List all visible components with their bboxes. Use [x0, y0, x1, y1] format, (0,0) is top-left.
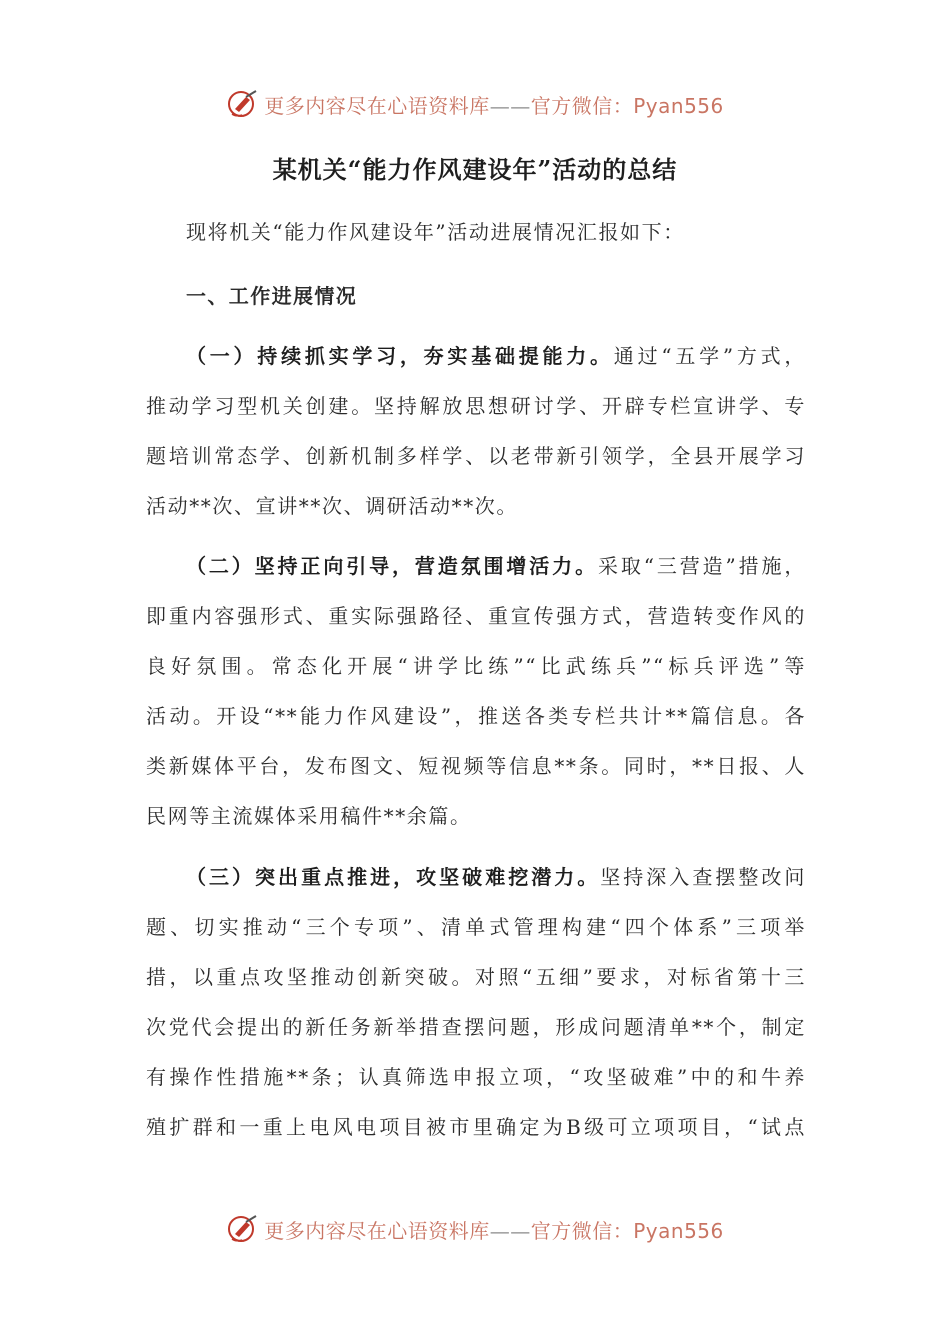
paragraph-1 — [146, 331, 806, 531]
watermark-text — [264, 90, 724, 119]
watermark-label: 官方微信： — [530, 93, 634, 118]
paragraph-line — [146, 541, 806, 591]
watermark-wechat-id: Pyan556 — [633, 93, 724, 118]
pen-logo-icon — [226, 87, 260, 121]
paragraph-line: 活动**次、宣讲**次、调研活动**次。 — [146, 494, 518, 518]
paragraph-line — [146, 331, 806, 381]
intro-text: 现将机关“能力作风建设年”活动进展情况汇报如下： — [186, 220, 685, 244]
watermark-prefix: 更多内容尽在心语资料库 — [264, 93, 490, 118]
paragraph-line: 即重内容强形式、重实际强路径、重宣传强方式，营造转变作风的 — [146, 604, 806, 628]
watermark-wechat-id: Pyan556 — [633, 1218, 724, 1243]
pen-logo-icon — [226, 1212, 260, 1246]
section-heading: 一、工作进展情况 — [186, 284, 358, 308]
paragraph-line: 推动学习型机关创建。坚持解放思想研讨学、开辟专栏宣讲学、专 — [146, 394, 806, 418]
watermark-footer — [0, 1209, 950, 1249]
watermark-header — [0, 84, 950, 124]
paragraph-line: 良好氛围。常态化开展“讲学比练”“比武练兵”“标兵评选”等 — [146, 654, 806, 678]
paragraph-text: 坚持深入查摆整改问 — [600, 865, 806, 889]
paragraph-3 — [146, 852, 806, 1152]
document-title: 某机关“能力作风建设年”活动的总结 — [272, 155, 678, 184]
paragraph-line: 题培训常态学、创新机制多样学、以老带新引领学，全县开展学习 — [146, 444, 806, 468]
paragraph-lead: （一）持续抓实学习，夯实基础提能力。 — [186, 344, 614, 368]
paragraph-line: 措，以重点攻坚推动创新突破。对照“五细”要求，对标省第十三 — [146, 965, 806, 989]
paragraph-line: 题、切实推动“三个专项”、清单式管理构建“四个体系”三项举 — [146, 915, 806, 939]
watermark-dash: —— — [489, 1218, 531, 1243]
watermark-prefix: 更多内容尽在心语资料库 — [264, 1218, 490, 1243]
paragraph-line: 类新媒体平台，发布图文、短视频等信息**条。同时，**日报、人 — [146, 754, 806, 778]
paragraph-line: 民网等主流媒体采用稿件**余篇。 — [146, 804, 472, 828]
paragraph-line: 次党代会提出的新任务新举措查摆问题，形成问题清单**个，制定 — [146, 1015, 806, 1039]
paragraph-line: 有操作性措施**条；认真筛选申报立项，“攻坚破难”中的和牛养 — [146, 1065, 806, 1089]
paragraph-line: 殖扩群和一重上电风电项目被市里确定为B级可立项项目，“试点 — [146, 1115, 806, 1139]
paragraph-line — [146, 852, 806, 902]
watermark-text — [264, 1215, 724, 1244]
paragraph-lead: （二）坚持正向引导，营造氛围增活力。 — [186, 554, 598, 578]
paragraph-lead: （三）突出重点推进，攻坚破难挖潜力。 — [186, 865, 601, 889]
paragraph-text: 通过“五学”方式， — [613, 344, 806, 368]
paragraph-2 — [146, 541, 806, 841]
paragraph-line: 活动。开设“**能力作风建设”，推送各类专栏共计**篇信息。各 — [146, 704, 806, 728]
watermark-dash: —— — [489, 93, 531, 118]
watermark-label: 官方微信： — [530, 1218, 634, 1243]
paragraph-text: 采取“三营造”措施， — [597, 554, 806, 578]
